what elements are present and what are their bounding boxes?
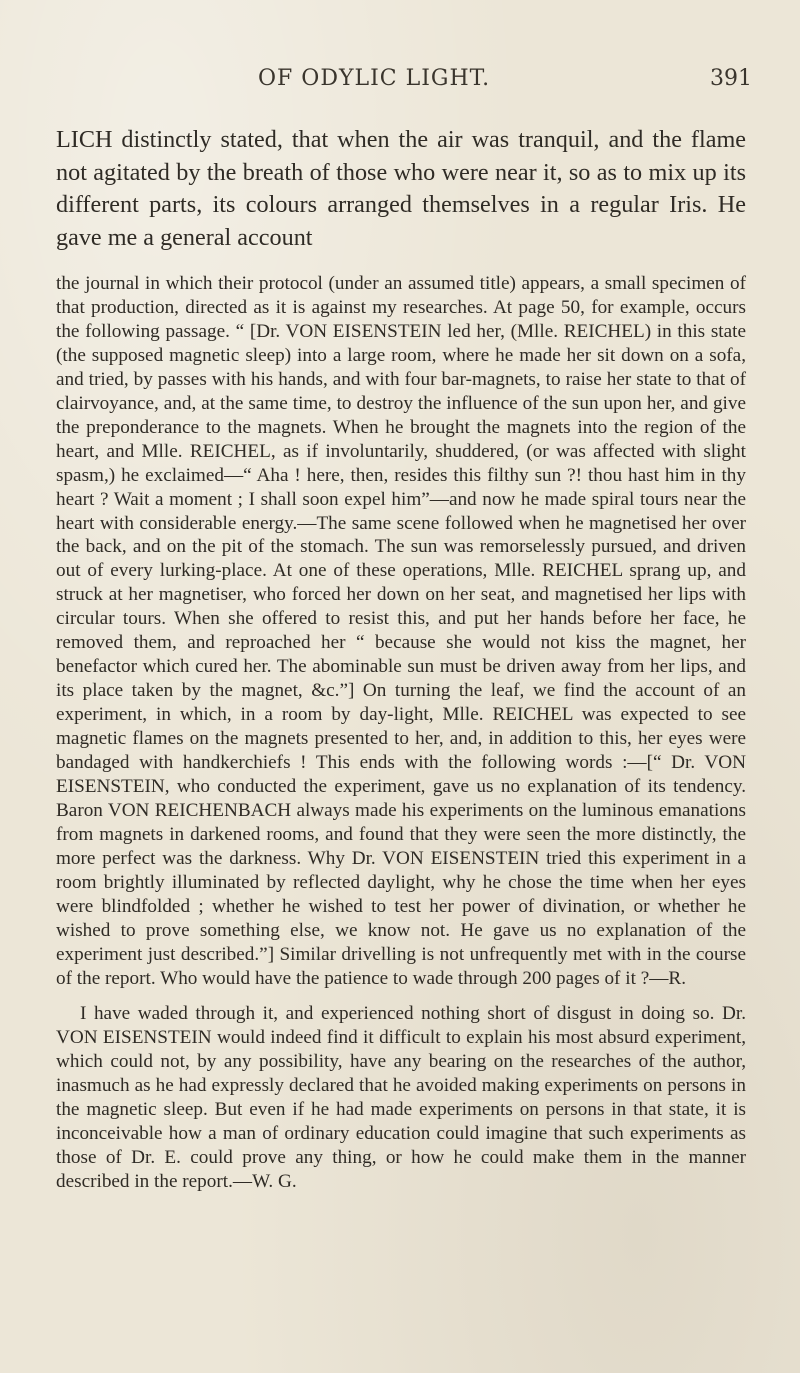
quoted-footnote-paragraph: the journal in which their protocol (under an assumed title) appears, a small specimen of that production, directed as it is against my researches. At page 50, for example, occurs the following passage. “ [Dr. VON EISENSTEIN led her, (Mlle. REICHEL) in this state (the supposed magnetic sleep) into a large room, where he made her sit down on a sofa, and tried, by passes with his hands, and with four bar-magnets, to raise her state to that of clairvoyance, and, at the same time, to destroy the influence of the sun upon her, and give the preponderance to the magnets. When he brought the magnets into the region of the heart, and Mlle. REICHEL, as if involuntarily, shuddered, (or was affected with slight spasm,) he exclaimed—“ Aha ! here, then, resides this filthy sun ?! thou hast him in thy heart ? Wait a moment ; I shall soon expel him”—and now he made spiral tours near the heart with considerable energy.—The same scene followed when he magnetised her over the back, and on the pit of the stomach. The sun was remorselessly pursued, and driven out of every lurking-place. At one of these operations, Mlle. REICHEL sprang up, and struck at her magnetiser, who forced her down on her seat, and magnetised her lips with circular tours. When she offered to resist this, and put her hands before her face, he removed them, and reproached her “ because she would not kiss the magnet, her benefactor which cured her. The abominable sun must be driven away from her lips, and its place taken by the magnet, &c.”] On turning the leaf, we find the account of an experiment, in which, in a room by day-light, Mlle. REICHEL was expected to see magnetic flames on the magnets presented to her, and, in addition to this, her eyes were bandaged with handkerchiefs ! This ends with the following words :—[“ Dr. VON EISENSTEIN, who conducted the experiment, gave us no explanation of its tendency. Baron VON REICHENBACH always made his experiments on the luminous emanations from magnets in darkened rooms, and found that they were seen the more distinctly, the more perfect was the darkness. Why Dr. VON EISENSTEIN tried this experiment in a room brightly illuminated by reflected daylight, why he chose the time when her eyes were blindfolded ; whether he wished to test her power of divination, or whether he wished to prove something else, we know not. He gave us no explanation of the experiment just described.”] Similar drivelling is not unfrequently met with in the course of the report. Who would have the patience to wade through 200 pages of it ?—R. xyxy=(56,273,746,989)
running-title: OF ODYLIC LIGHT. xyxy=(258,66,491,91)
running-head xyxy=(0,66,800,100)
page-number: 391 xyxy=(710,66,752,91)
lead-paragraph: LICH distinctly stated, that when the air was tranquil, and the flame not agitated by the breath of those who were near it, so as to mix up its different parts, its colours arranged themselves in a regular Iris. He gave me a general account xyxy=(56,126,746,251)
closing-paragraph: I have waded through it, and experienced nothing short of disgust in doing so. Dr. VON EISENSTEIN would indeed find it difficult to explain his most absurd experiment, which could not, by any possibility, have any bearing on the researches of the author, inasmuch as he had expressly declared that he avoided making experiments on persons in the magnetic sleep. But even if he had made experiments on persons in that state, it is inconceivable how a man of ordinary education could imagine that such experiments as those of Dr. E. could prove any thing, or how he could make them in the manner described in the report.—W. G. xyxy=(56,1003,746,1192)
